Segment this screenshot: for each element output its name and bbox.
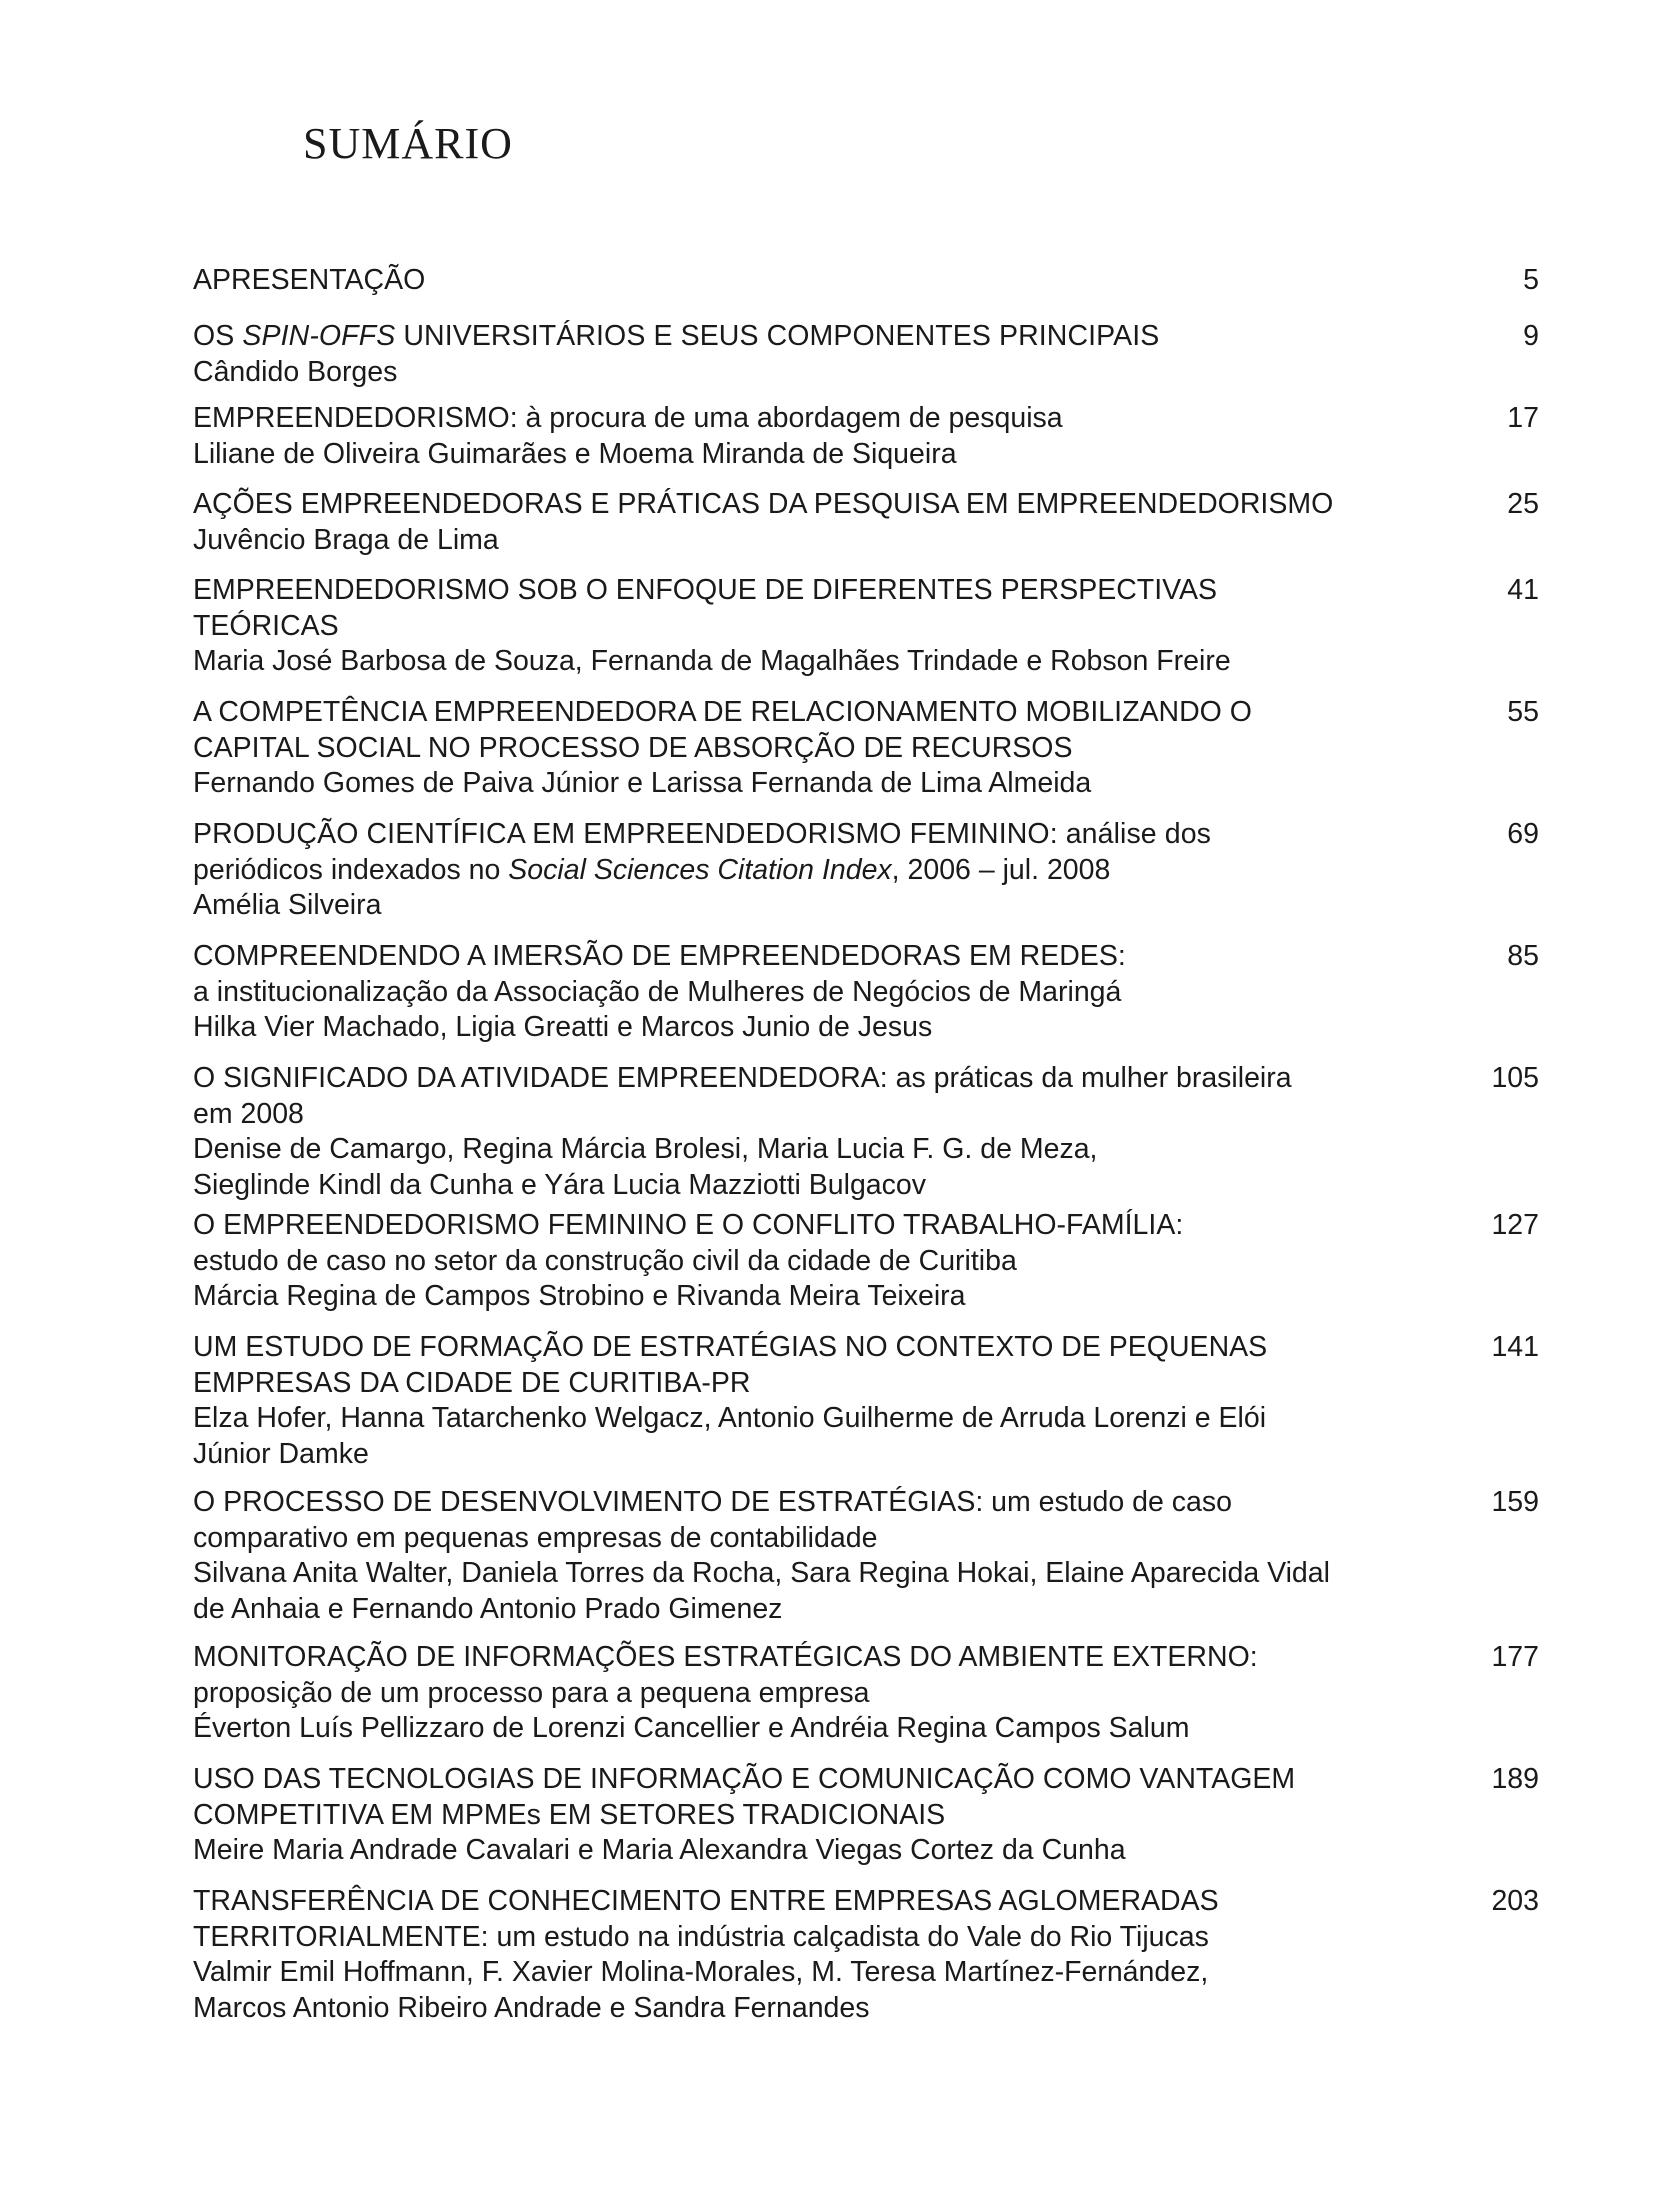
toc-entry-line: O PROCESSO DE DESENVOLVIMENTO DE ESTRATÉGIAS: um estudo de caso [193,1486,1232,1518]
toc-entry-line: a institucionalização da Associação de Mulheres de Negócios de Maringá [193,975,1122,1008]
toc-entry[interactable] [193,401,1539,472]
toc-entry[interactable] [193,1208,1539,1315]
toc-entry[interactable] [193,695,1539,802]
toc-entry-title: PRODUÇÃO CIENTÍFICA EM EMPREENDEDORISMO FEMININO: análise dos [193,818,1212,850]
toc-entry-line: USO DAS TECNOLOGIAS DE INFORMAÇÃO E COMUNICAÇÃO COMO VANTAGEM [193,1763,1296,1795]
toc-entry-line: Denise de Camargo, Regina Márcia Brolesi, Maria Lucia F. G. de Meza, [193,1133,1098,1165]
toc-entry-line: Sieglinde Kindl da Cunha e Yára Lucia Mazziotti Bulgacov [193,1168,927,1201]
toc-entry-line: Amélia Silveira [193,889,382,921]
toc-page-number: 177 [1491,1641,1539,1673]
toc-entry-line: COMPETITIVA EM MPMEs EM SETORES TRADICIONAIS [193,1798,946,1831]
toc-page-number: 41 [1507,574,1539,606]
toc-page-number: 159 [1491,1486,1539,1518]
toc-entry-title-part: UNIVERSITÁRIOS E SEUS COMPONENTES PRINCIPAIS [395,320,1160,352]
toc-entry-subtitle-part: , 2006 – jul. 2008 [891,853,1111,886]
toc-entry-line: Maria José Barbosa de Souza, Fernanda de Magalhães Trindade e Robson Freire [193,645,1231,677]
toc-entry-line: Elza Hofer, Hanna Tatarchenko Welgacz, Antonio Guilherme de Arruda Lorenzi e Elói [193,1402,1267,1434]
toc-page-number: 141 [1491,1331,1539,1363]
toc-entry[interactable] [193,573,1539,680]
toc-entry-line: Marcos Antonio Ribeiro Andrade e Sandra Fernandes [193,1991,870,2024]
toc-page-number: 105 [1491,1062,1539,1094]
toc-page-number: 127 [1491,1209,1539,1241]
toc-entry-line: de Anhaia e Fernando Antonio Prado Gimenez [193,1592,783,1625]
toc-entry-line: em 2008 [193,1097,304,1130]
toc-page-number: 85 [1507,940,1539,972]
toc-entry[interactable] [193,1762,1539,1869]
toc-entry-subtitle [193,853,1419,889]
toc-entry-line: O SIGNIFICADO DA ATIVIDADE EMPREENDEDORA: as práticas da mulher brasileira [193,1062,1292,1094]
toc-entry-title-part: OS [193,320,243,352]
toc-entry-line: Meire Maria Andrade Cavalari e Maria Alexandra Viegas Cortez da Cunha [193,1834,1126,1866]
toc-entry-line: Cândido Borges [193,355,398,388]
toc-page-number: 203 [1491,1885,1539,1917]
toc-entry-line: proposição de um processo para a pequena empresa [193,1676,870,1709]
toc-entry-line: Márcia Regina de Campos Strobino e Rivanda Meira Teixeira [193,1280,966,1312]
toc-page-number: 69 [1507,818,1539,850]
toc-entry-line: APRESENTAÇÃO [193,264,426,296]
toc-entry-subtitle-part: periódicos indexados no [193,853,509,886]
toc-entry-line: Juvêncio Braga de Lima [193,523,499,556]
toc-entry-title-italic: SPIN-OFFS [242,320,396,352]
toc-entry-line: MONITORAÇÃO DE INFORMAÇÕES ESTRATÉGICAS DO AMBIENTE EXTERNO: [193,1641,1258,1673]
toc-entry-line: comparativo em pequenas empresas de contabilidade [193,1521,878,1554]
toc-entry-line: A COMPETÊNCIA EMPREENDEDORA DE RELACIONAMENTO MOBILIZANDO O [193,696,1252,728]
toc-entry[interactable] [193,263,1539,299]
toc-entry-line: Liliane de Oliveira Guimarães e Moema Miranda de Siqueira [193,437,957,470]
toc-entry[interactable] [193,487,1539,558]
toc-entry[interactable] [193,817,1539,924]
toc-entry-subtitle-italic: Social Sciences Citation Index [508,853,892,886]
toc-entry[interactable] [193,1330,1539,1472]
toc-entry-line: Silvana Anita Walter, Daniela Torres da Rocha, Sara Regina Hokai, Elaine Aparecida Vidal [193,1557,1330,1589]
toc-entry[interactable] [193,939,1539,1046]
toc-entry-line: Fernando Gomes de Paiva Júnior e Larissa Fernanda de Lima Almeida [193,767,1092,799]
toc-entry-title [193,319,1419,355]
toc-page-number: 5 [1523,264,1539,296]
toc-entry-line: AÇÕES EMPREENDEDORAS E PRÁTICAS DA PESQUISA EM EMPREENDEDORISMO [193,488,1334,520]
toc-entry-line: UM ESTUDO DE FORMAÇÃO DE ESTRATÉGIAS NO CONTEXTO DE PEQUENAS [193,1331,1268,1363]
toc-entry-line: Hilka Vier Machado, Ligia Greatti e Marcos Junio de Jesus [193,1011,933,1043]
toc-entry[interactable] [193,1061,1539,1203]
toc-entry-line: TEÓRICAS [193,609,339,642]
toc-page-number: 189 [1491,1763,1539,1795]
toc-page-number: 55 [1507,696,1539,728]
toc-entry-line: Júnior Damke [193,1437,369,1470]
toc-entry-line: Éverton Luís Pellizzaro de Lorenzi Cancellier e Andréia Regina Campos Salum [193,1712,1190,1744]
toc-entry-line: COMPREENDENDO A IMERSÃO DE EMPREENDEDORAS EM REDES: [193,940,1126,972]
toc-entry-line: CAPITAL SOCIAL NO PROCESSO DE ABSORÇÃO DE RECURSOS [193,731,1073,764]
toc-entry-line: EMPREENDEDORISMO: à procura de uma abordagem de pesquisa [193,402,1063,434]
toc-entry-line: EMPREENDEDORISMO SOB O ENFOQUE DE DIFERENTES PERSPECTIVAS [193,574,1218,606]
toc-entry[interactable] [193,319,1539,390]
toc-entry-line: TERRITORIALMENTE: um estudo na indústria calçadista do Vale do Rio Tijucas [193,1920,1209,1953]
toc-entry[interactable] [193,1884,1539,2026]
toc-entry-line: estudo de caso no setor da construção civil da cidade de Curitiba [193,1244,1017,1277]
toc-entry-line: EMPRESAS DA CIDADE DE CURITIBA-PR [193,1366,751,1399]
toc-entry-line: O EMPREENDEDORISMO FEMININO E O CONFLITO TRABALHO-FAMÍLIA: [193,1209,1184,1241]
toc-entry-line: Valmir Emil Hoffmann, F. Xavier Molina-Morales, M. Teresa Martínez-Fernández, [193,1956,1209,1988]
toc-page-number: 25 [1507,488,1539,520]
page-title: SUMÁRIO [303,119,513,168]
toc-entry[interactable] [193,1640,1539,1747]
toc-entry-line: TRANSFERÊNCIA DE CONHECIMENTO ENTRE EMPRESAS AGLOMERADAS [193,1885,1219,1917]
toc-page-number: 9 [1523,320,1539,352]
toc-entry[interactable] [193,1485,1539,1627]
toc-page-number: 17 [1507,402,1539,434]
